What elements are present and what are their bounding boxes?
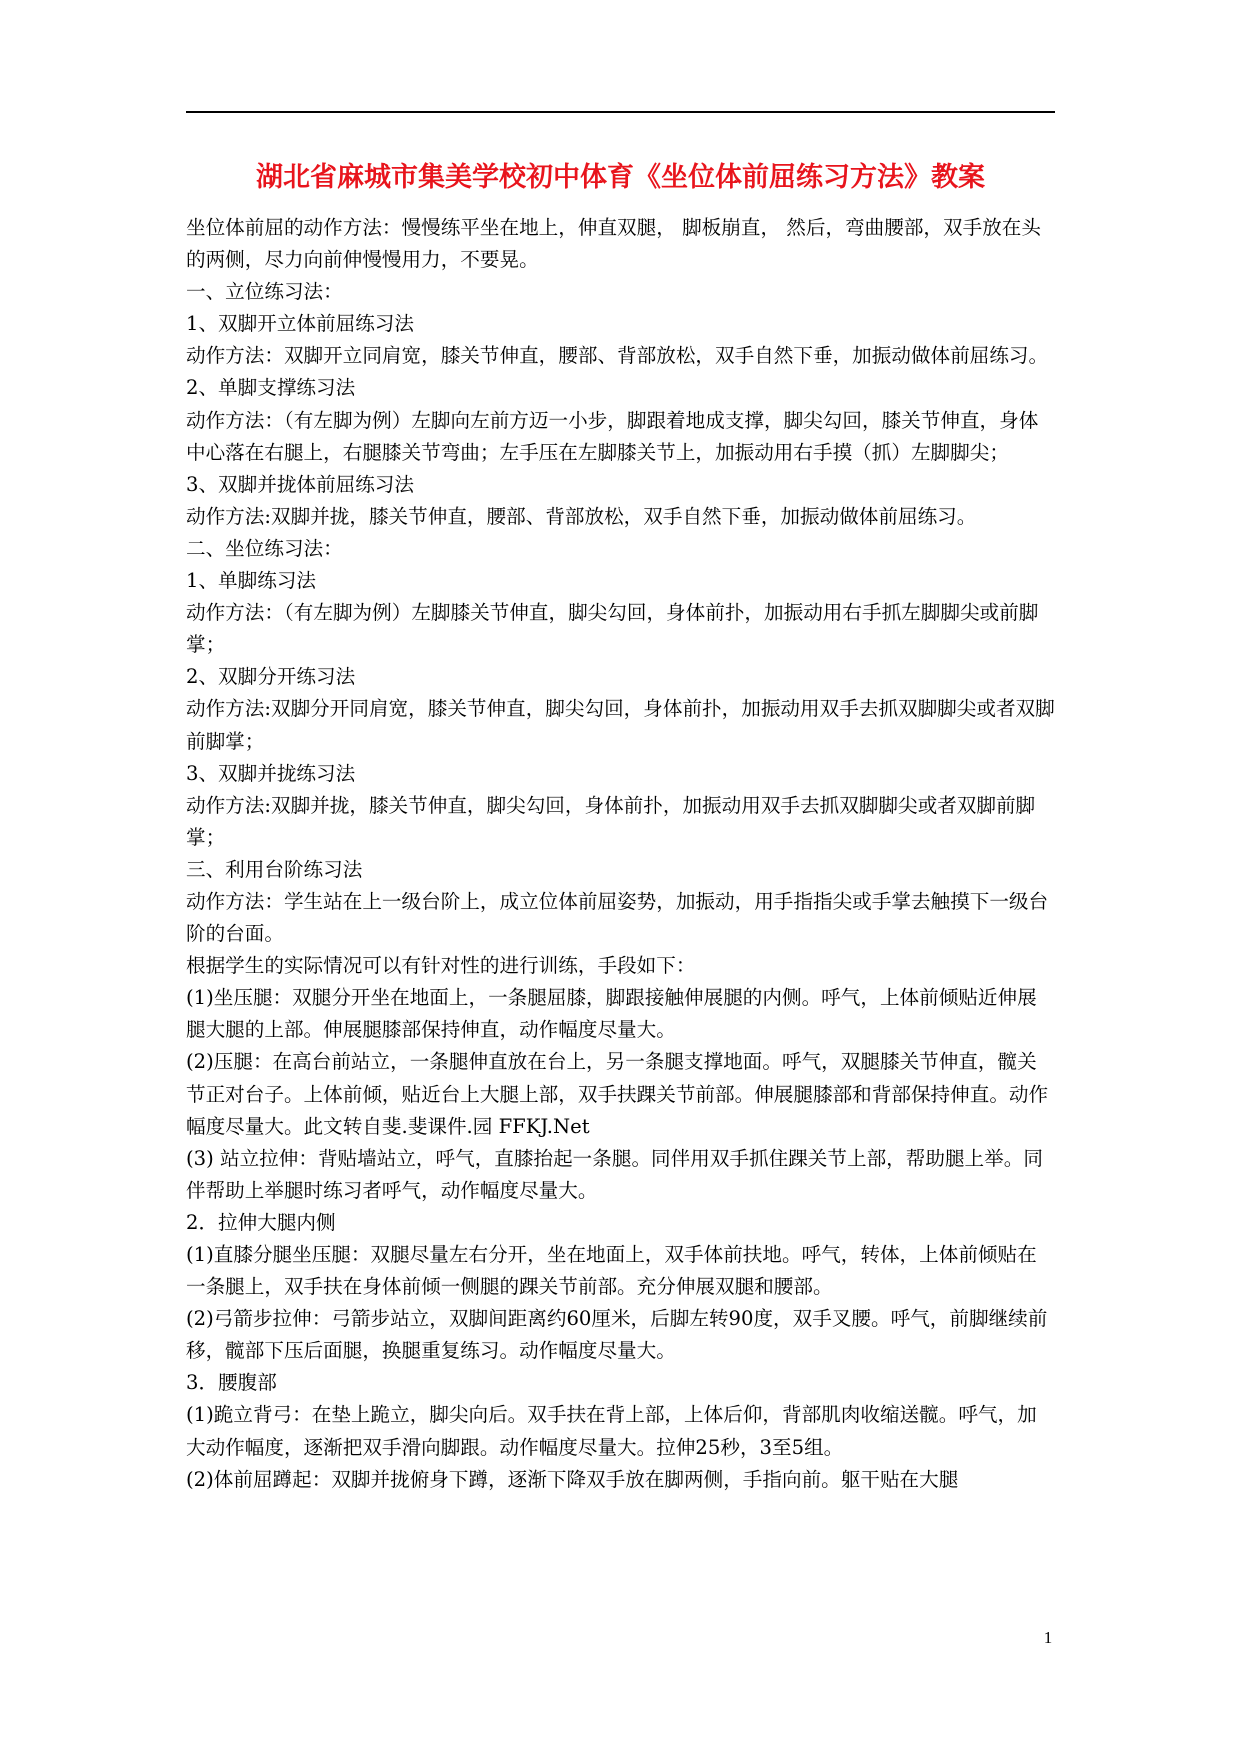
header-rule	[186, 111, 1055, 113]
paragraph: 根据学生的实际情况可以有针对性的进行训练，手段如下：	[186, 954, 696, 978]
paragraph: 动作方法:双脚分开同肩宽，膝关节伸直，脚尖勾回，身体前扑，加振动用双手去抓双脚脚尖或者双脚前脚掌；	[186, 697, 1055, 753]
document-title: 湖北省麻城市集美学校初中体育《坐位体前屈练习方法》教案	[256, 162, 985, 193]
subsection-heading: 3、双脚并拢体前屈练习法	[186, 472, 414, 496]
page-number: 1	[1043, 1628, 1053, 1647]
paragraph: (3) 站立拉伸：背贴墙站立，呼气，直膝抬起一条腿。同伴用双手抓住踝关节上部，帮助腿上举。同伴帮助上举腿时练习者呼气，动作幅度尽量大。	[186, 1146, 1043, 1202]
paragraph: (2)弓箭步拉伸：弓箭步站立，双脚间距离约60厘米，后脚左转90度，双手叉腰。呼气，前脚继续前移，髋部下压后面腿，换腿重复练习。动作幅度尽量大。	[186, 1307, 1048, 1363]
section-heading: 一、立位练习法：	[186, 280, 343, 304]
paragraph: 动作方法：（有左脚为例）左脚向左前方迈一小步，脚跟着地成支撑，脚尖勾回，膝关节伸直，身体中心落在右腿上，右腿膝关节弯曲；左手压在左脚膝关节上，加振动用右手摸（抓）左脚脚尖；	[186, 408, 1039, 464]
paragraph: (1)坐压腿：双腿分开坐在地面上，一条腿屈膝，脚跟接触伸展腿的内侧。呼气，上体前倾贴近伸展腿大腿的上部。伸展腿膝部保持伸直，动作幅度尽量大。	[186, 986, 1037, 1042]
paragraph: 动作方法：学生站在上一级台阶上，成立位体前屈姿势，加振动，用手指指尖或手掌去触摸下一级台阶的台面。	[186, 889, 1049, 946]
subsection-heading: 2、单脚支撑练习法	[186, 376, 356, 400]
subsection-heading: 1、双脚开立体前屈练习法	[186, 312, 414, 336]
paragraph: (1)直膝分腿坐压腿：双腿尽量左右分开，坐在地面上，双手体前扶地。呼气，转体，上体前倾贴在一条腿上，双手扶在身体前倾一侧腿的踝关节前部。充分伸展双腿和腰部。	[186, 1243, 1037, 1299]
subsection-heading: 3．腰腹部	[186, 1371, 277, 1395]
subsection-heading: 3、双脚并拢练习法	[186, 761, 356, 785]
paragraph: 动作方法：（有左脚为例）左脚膝关节伸直，脚尖勾回，身体前扑，加振动用右手抓左脚脚尖或前脚掌；	[186, 601, 1039, 657]
document-body	[186, 212, 1055, 1496]
paragraph: 动作方法:双脚并拢，膝关节伸直，脚尖勾回，身体前扑，加振动用双手去抓双脚脚尖或者双脚前脚掌；	[186, 793, 1036, 849]
paragraph: (2)压腿：在高台前站立，一条腿伸直放在台上，另一条腿支撑地面。呼气，双腿膝关节伸直，髋关节正对台子。上体前倾，贴近台上大腿上部，双手扶踝关节前部。伸展腿膝部和背部保持伸直。动作幅度尽量大。此文转自斐.斐课件.园 FFKJ.Net	[186, 1050, 1049, 1138]
paragraph: (1)跪立背弓：在垫上跪立，脚尖向后。双手扶在背上部，上体后仰，背部肌肉收缩送髋。呼气，加大动作幅度，逐渐把双手滑向脚跟。动作幅度尽量大。拉伸25秒，3至5组。	[186, 1403, 1037, 1459]
subsection-heading: 2、双脚分开练习法	[186, 665, 356, 689]
subsection-heading: 1、单脚练习法	[186, 569, 317, 593]
paragraph: 动作方法：双脚开立同肩宽，膝关节伸直，腰部、背部放松，双手自然下垂，加振动做体前屈练习。	[186, 344, 1049, 368]
paragraph: 坐位体前屈的动作方法：慢慢练平坐在地上，伸直双腿， 脚板崩直， 然后，弯曲腰部，双手放在头的两侧，尽力向前伸慢慢用力，不要晃。	[186, 216, 1041, 272]
section-heading: 二、坐位练习法：	[186, 536, 343, 560]
paragraph: 动作方法:双脚并拢，膝关节伸直，腰部、背部放松，双手自然下垂，加振动做体前屈练习。	[186, 504, 977, 528]
section-heading: 三、利用台阶练习法	[186, 857, 363, 881]
subsection-heading: 2．拉伸大腿内侧	[186, 1210, 336, 1234]
paragraph: (2)体前屈蹲起：双脚并拢俯身下蹲，逐渐下降双手放在脚两侧，手指向前。躯干贴在大腿	[186, 1467, 959, 1491]
